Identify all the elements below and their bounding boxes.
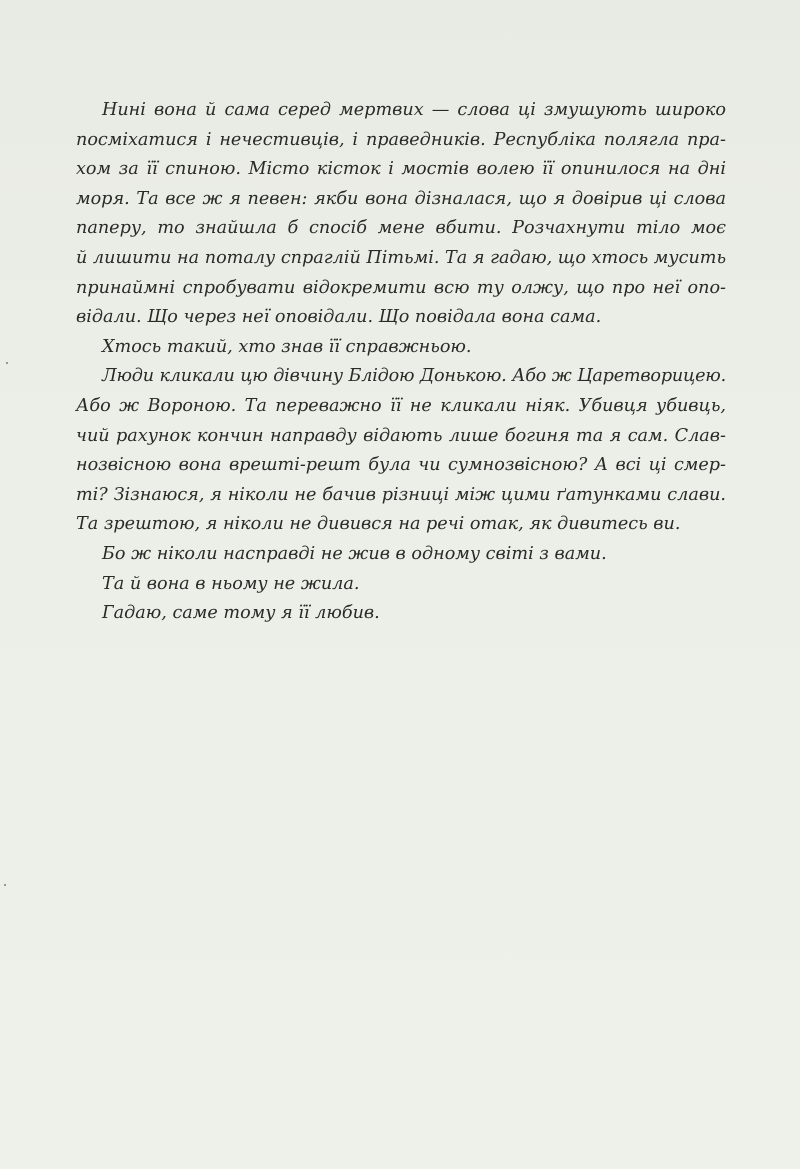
text-line: чий рахунок кончин направду відають лише богиня та я сам. Слав- [76, 425, 726, 446]
text-line: Бо ж ніколи насправді не жив в одному світі з вами. [102, 543, 607, 564]
text-line: Або ж Вороною. Та переважно її не кликали ніяк. Убивця убивць, [76, 395, 726, 416]
text-line: посміхатися і нечестивців, і праведників. Республіка полягла пра- [76, 129, 726, 150]
text-line: хом за її спиною. Місто кісток і мостів волею її опинилося на дні [76, 159, 726, 180]
text-line: нозвісною вона врешті-решт була чи сумнозвісною? А всі ці смер- [76, 455, 726, 476]
text-line: Нині вона й сама серед мертвих — слова ці змушують широко [102, 100, 726, 120]
text-line: Люди кликали цю дівчину Блідою Донькою. Або ж Царетворицею. [102, 366, 726, 387]
paper-speck [6, 362, 8, 364]
text-line: паперу, то знайшла б спосіб мене вбити. Розчахнути тіло моє [76, 218, 726, 239]
text-line: Гадаю, саме тому я її любив. [102, 603, 380, 624]
text-line: відали. Що через неї оповідали. Що повідала вона сама. [76, 307, 602, 328]
text-line: принаймні спробувати відокремити всю ту олжу, що про неї опо- [76, 277, 726, 298]
text-line: Та зрештою, я ніколи не дивився на речі отак, як дивитесь ви. [76, 514, 681, 535]
text-line: й лишити на поталу спраглій Пітьмі. Та я гадаю, що хтось мусить [76, 247, 727, 268]
text-line: моря. Та все ж я певен: якби вона дізналася, що я довірив ці слова [76, 188, 726, 209]
paper-speck [4, 884, 6, 886]
text-line: Та й вона в ньому не жила. [102, 573, 360, 594]
text-line: Хтось такий, хто знав її справжньою. [102, 336, 472, 357]
body-text [76, 96, 726, 629]
text-line: ті? Зізнаюся, я ніколи не бачив різниці між цими ґатунками слави. [76, 484, 726, 505]
